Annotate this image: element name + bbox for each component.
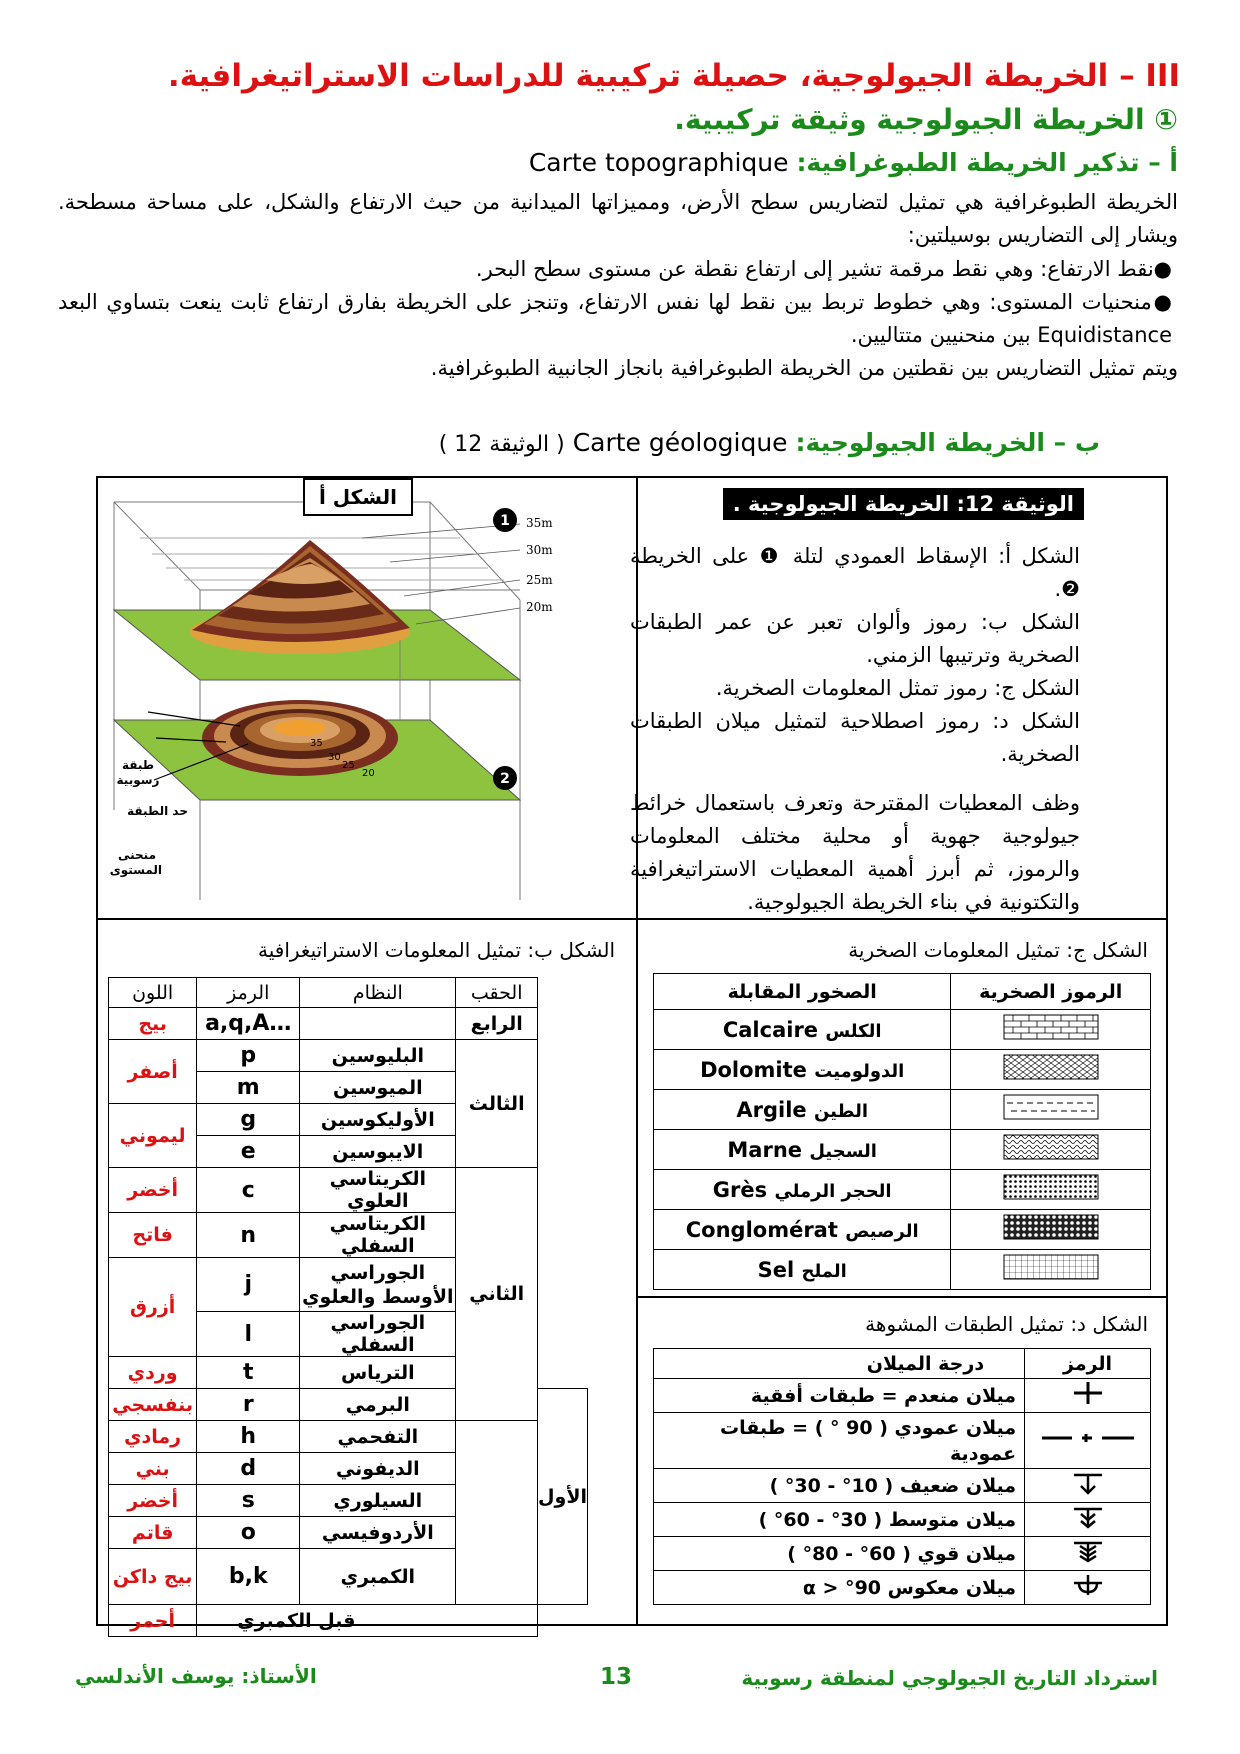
cell-dip-text: ميلان قوي ( 60° - 80° ) bbox=[654, 1537, 1025, 1571]
cell-system: الأوليكوسين bbox=[300, 1104, 456, 1136]
strat-table bbox=[108, 977, 588, 1637]
svg-text:2: 2 bbox=[500, 771, 510, 787]
label-sedimentary-layer: طبقة رسوبية bbox=[116, 758, 160, 787]
cell-system: الديفوني bbox=[300, 1453, 456, 1485]
weak-dip-icon bbox=[1068, 1469, 1108, 1497]
medium-dip-icon bbox=[1068, 1503, 1108, 1531]
strong-dip-icon bbox=[1068, 1537, 1108, 1565]
cell-symbol: o bbox=[197, 1517, 300, 1549]
section-b-doc-ref: ( الوثيقة 12 ) bbox=[438, 432, 565, 457]
cell-color: أحمر bbox=[109, 1605, 197, 1637]
table-row bbox=[109, 1605, 588, 1637]
pattern-salt-icon bbox=[1003, 1254, 1099, 1280]
cell-color: بيج bbox=[109, 1008, 197, 1040]
height-label: 25m bbox=[526, 573, 553, 587]
header-symbols: الرموز الصخرية bbox=[951, 974, 1151, 1010]
cell-era: الأول bbox=[538, 1389, 588, 1605]
strat-table-caption: الشكل ب: تمثيل المعلومات الاستراتيغرافية bbox=[258, 938, 615, 962]
rock-fr: Grès bbox=[712, 1177, 768, 1202]
section-b-heading bbox=[439, 428, 1100, 457]
cell-rock-name bbox=[654, 1130, 951, 1170]
cell-rock-name bbox=[654, 1010, 951, 1050]
rock-ar: الكلس bbox=[825, 1020, 882, 1042]
cell-symbol: e bbox=[197, 1136, 300, 1168]
header-dip: درجة الميلان bbox=[654, 1349, 1025, 1379]
table-row bbox=[654, 1537, 1151, 1571]
cell-color: وردي bbox=[109, 1357, 197, 1389]
frame-right-divider bbox=[636, 1296, 1166, 1298]
rock-table-caption: الشكل ج: تمثيل المعلومات الصخرية bbox=[848, 938, 1148, 962]
table-row bbox=[654, 1010, 1151, 1050]
cell-rock-symbol bbox=[951, 1250, 1151, 1290]
cell-color: قاتم bbox=[109, 1517, 197, 1549]
cell-system: الكريتاسي السفلي bbox=[300, 1213, 456, 1258]
cell-symbol: j bbox=[197, 1258, 300, 1312]
cell-system: التفحمي bbox=[300, 1421, 456, 1453]
cell-dip-text: ميلان منعدم = طبقات أفقية bbox=[654, 1379, 1025, 1413]
rock-ar: الدولوميت bbox=[814, 1060, 905, 1082]
sub-title: ① الخريطة الجيولوجية وثيقة تركيبية. bbox=[674, 103, 1178, 136]
pattern-dolomite-icon bbox=[1003, 1054, 1099, 1080]
table-row bbox=[109, 1549, 588, 1605]
header-dip-symbol: الرمز bbox=[1025, 1349, 1151, 1379]
table-row bbox=[109, 1008, 588, 1040]
pattern-conglomerate-icon bbox=[1003, 1214, 1099, 1240]
header-rocks: الصخور المقابلة bbox=[654, 974, 951, 1010]
table-row bbox=[109, 1168, 588, 1213]
cell-system: الجوراسي السفلي bbox=[300, 1312, 456, 1357]
fig-b-description: الشكل ب: رموز وألوان تعبر عن عمر الطبقات الصخرية وترتيبها الزمني. bbox=[630, 610, 1080, 667]
cell-rock-name bbox=[654, 1210, 951, 1250]
cell-system: الأردوفيسي bbox=[300, 1517, 456, 1549]
cell-system: الترياس bbox=[300, 1357, 456, 1389]
cell-color: أصفر bbox=[109, 1040, 197, 1104]
cell-rock-name bbox=[654, 1090, 951, 1130]
table-row bbox=[109, 1485, 588, 1517]
cell-color: أخضر bbox=[109, 1485, 197, 1517]
rock-ar: الحجر الرملي bbox=[774, 1180, 892, 1202]
contour-label: 20 bbox=[362, 768, 375, 779]
cell-symbol: n bbox=[197, 1213, 300, 1258]
cell-symbol: a,q,A… bbox=[197, 1008, 300, 1040]
rock-fr: Marne bbox=[727, 1137, 803, 1162]
section-a-heading-fr: Carte topographique bbox=[528, 148, 789, 177]
rock-fr: Conglomérat bbox=[685, 1217, 838, 1242]
page-number: 13 bbox=[600, 1664, 633, 1690]
table-row bbox=[109, 1453, 588, 1485]
contour-label: 25 bbox=[342, 760, 355, 771]
section-a-heading-ar: أ – تذكير الخريطة الطبوغرافية: bbox=[796, 148, 1178, 177]
table-row bbox=[654, 1503, 1151, 1537]
vertical-layer-icon bbox=[1038, 1424, 1138, 1452]
table-row bbox=[654, 1090, 1151, 1130]
section-b-heading-ar: ب – الخريطة الجيولوجية: bbox=[795, 428, 1100, 457]
cell-symbol: b,k bbox=[197, 1549, 300, 1605]
pattern-clay-icon bbox=[1003, 1094, 1099, 1120]
cell-rock-symbol bbox=[951, 1170, 1151, 1210]
pattern-limestone-icon bbox=[1003, 1014, 1099, 1040]
cell-dip-symbol bbox=[1025, 1537, 1151, 1571]
contour-label: 35 bbox=[310, 738, 323, 749]
section-b-heading-fr: Carte géologique bbox=[572, 428, 788, 457]
cell-era: الثالث bbox=[456, 1040, 538, 1168]
cell-symbol: m bbox=[197, 1072, 300, 1104]
fig-d-description: الشكل د: رموز اصطلاحية لتمثيل ميلان الطبقات الصخرية. bbox=[630, 709, 1080, 766]
table-row bbox=[109, 1421, 588, 1453]
fig-c-description: الشكل ج: رموز تمثل المعلومات الصخرية. bbox=[715, 676, 1080, 700]
height-label: 30m bbox=[526, 543, 553, 557]
cell-system: الجوراسي الأوسط والعلوي bbox=[300, 1258, 456, 1312]
horizontal-layer-icon bbox=[1068, 1379, 1108, 1407]
header-era: الحقب bbox=[456, 978, 538, 1008]
pattern-sandstone-icon bbox=[1003, 1174, 1099, 1200]
cell-system: البليوسين bbox=[300, 1040, 456, 1072]
cell-symbol: g bbox=[197, 1104, 300, 1136]
cell-symbol: h bbox=[197, 1421, 300, 1453]
cell-color: رمادي bbox=[109, 1421, 197, 1453]
rock-fr: Calcaire bbox=[722, 1017, 819, 1042]
height-label: 20m bbox=[526, 600, 553, 614]
contour-label: 30 bbox=[328, 752, 341, 763]
cell-rock-name bbox=[654, 1250, 951, 1290]
table-row bbox=[654, 1571, 1151, 1605]
cell-system: الميوسين bbox=[300, 1072, 456, 1104]
cell-color: بنفسجي bbox=[109, 1389, 197, 1421]
cell-rock-symbol bbox=[951, 1130, 1151, 1170]
cell-system: الكريتاسي العلوي bbox=[300, 1168, 456, 1213]
rock-ar: الملح bbox=[801, 1260, 847, 1282]
cell-era: الرابع bbox=[456, 1008, 538, 1040]
table-row bbox=[109, 1040, 588, 1072]
fig-a-description: الشكل أ: الإسقاط العمودي لتلة ❶ على الخريطة ❷. bbox=[630, 544, 1080, 601]
svg-text:1: 1 bbox=[500, 513, 510, 529]
table-row bbox=[654, 1210, 1151, 1250]
label-layer-boundary: حد الطبقة bbox=[127, 804, 188, 818]
cell-rock-name bbox=[654, 1050, 951, 1090]
cell-rock-symbol bbox=[951, 1050, 1151, 1090]
footer-author: الأستاذ: يوسف الأندلسي bbox=[75, 1664, 317, 1688]
cell-dip-symbol bbox=[1025, 1379, 1151, 1413]
rock-ar: الرصيص bbox=[845, 1220, 919, 1242]
cell-rock-symbol bbox=[951, 1210, 1151, 1250]
table-header-row bbox=[654, 1349, 1151, 1379]
cell-system: الايبوسين bbox=[300, 1136, 456, 1168]
document-body bbox=[630, 540, 1080, 919]
cell-system bbox=[300, 1008, 456, 1040]
cell-dip-text: ميلان عمودي ( 90 ° ) = طبقات عمودية bbox=[654, 1413, 1025, 1469]
cell-system: السيلوري bbox=[300, 1485, 456, 1517]
dip-table bbox=[653, 1348, 1151, 1605]
figure-a-label: الشكل أ bbox=[303, 478, 413, 516]
cell-symbol: t bbox=[197, 1357, 300, 1389]
figure-a-illustration bbox=[100, 480, 630, 910]
cell-dip-symbol bbox=[1025, 1469, 1151, 1503]
table-row bbox=[109, 1517, 588, 1549]
rock-fr: Dolomite bbox=[700, 1057, 807, 1082]
header-system: النظام bbox=[300, 978, 456, 1008]
cell-system: الكمبري bbox=[300, 1549, 456, 1605]
cell-color: ليموني bbox=[109, 1104, 197, 1168]
table-row bbox=[654, 1130, 1151, 1170]
cell-color: أخضر bbox=[109, 1168, 197, 1213]
dip-table-caption: الشكل د: تمثيل الطبقات المشوهة bbox=[865, 1312, 1148, 1336]
cell-system: البرمي bbox=[300, 1389, 456, 1421]
pattern-marl-icon bbox=[1003, 1134, 1099, 1160]
cell-rock-symbol bbox=[951, 1090, 1151, 1130]
table-row bbox=[654, 1050, 1151, 1090]
label-contour-line: منحنى المستوى bbox=[109, 848, 162, 877]
table-row bbox=[654, 1379, 1151, 1413]
rock-fr: Sel bbox=[757, 1257, 795, 1282]
cell-color: بني bbox=[109, 1453, 197, 1485]
rock-ar: الطين bbox=[813, 1100, 868, 1122]
table-row bbox=[654, 1170, 1151, 1210]
cell-symbol: s bbox=[197, 1485, 300, 1517]
cell-color: أزرق bbox=[109, 1258, 197, 1357]
bullet-elevation-points: ●نقط الارتفاع: وهي نقط مرقمة تشير إلى ارتفاع نقطة عن مستوى سطح البحر. bbox=[475, 257, 1172, 281]
cell-dip-text: ميلان ضعيف ( 10° - 30° ) bbox=[654, 1469, 1025, 1503]
cell-symbol: d bbox=[197, 1453, 300, 1485]
section-a-paragraph: الخريطة الطبوغرافية هي تمثيل لتضاريس سطح الأرض، ومميزاتها الميدانية من حيث الارتفاع والشكل، على مساحة مسطحة. ويشار إلى التضاريس بوسيلتين: bbox=[58, 190, 1178, 247]
cell-dip-text: ميلان معكوس 90° < α bbox=[654, 1571, 1025, 1605]
cell-dip-text: ميلان متوسط ( 30° - 60° ) bbox=[654, 1503, 1025, 1537]
footer-title: استرداد التاريخ الجيولوجي لمنطقة رسوبية bbox=[741, 1666, 1158, 1690]
cell-dip-symbol bbox=[1025, 1503, 1151, 1537]
cell-system: قبل الكمبري bbox=[197, 1605, 538, 1637]
cell-era: الثاني bbox=[456, 1168, 538, 1421]
section-a-heading bbox=[529, 148, 1178, 177]
rock-table bbox=[653, 973, 1151, 1290]
cell-rock-name bbox=[654, 1170, 951, 1210]
header-symbol: الرمز bbox=[197, 978, 300, 1008]
table-header-row bbox=[109, 978, 588, 1008]
cell-dip-symbol bbox=[1025, 1571, 1151, 1605]
table-header-row bbox=[654, 974, 1151, 1010]
header-color: اللون bbox=[109, 978, 197, 1008]
cell-symbol: p bbox=[197, 1040, 300, 1072]
table-row bbox=[654, 1413, 1151, 1469]
bullet-contour-lines: ●منحنيات المستوى: وهي خطوط تربط بين نقط لها نفس الارتفاع، وتنجز على الخريطة بفارق ارتفاع ثابت ينعت بتساوي البعد Equidistance بين منحنيين متتاليين. bbox=[58, 290, 1172, 347]
rock-ar: السجيل bbox=[809, 1140, 877, 1162]
cell-rock-symbol bbox=[951, 1010, 1151, 1050]
inverted-dip-icon bbox=[1068, 1571, 1108, 1599]
rock-fr: Argile bbox=[736, 1097, 807, 1122]
task-instructions: وظف المعطيات المقترحة وتعرف باستعمال خرائط جيولوجية جهوية أو محلية مختلف المعلومات والرموز، ثم أبرز أهمية المعطيات الاستراتيغرافية والتكتونية في بناء الخريطة الجيولوجية. bbox=[630, 791, 1080, 914]
cell-symbol: c bbox=[197, 1168, 300, 1213]
cell-symbol: l bbox=[197, 1312, 300, 1357]
main-title: III – الخريطة الجيولوجية، حصيلة تركيبية للدراسات الاستراتيغرافية. bbox=[167, 58, 1180, 94]
table-row bbox=[654, 1469, 1151, 1503]
height-label: 35m bbox=[526, 516, 553, 530]
cell-dip-symbol bbox=[1025, 1413, 1151, 1469]
section-a-conclusion: ويتم تمثيل التضاريس بين نقطتين من الخريطة الطبوغرافية بانجاز الجانبية الطبوغرافية. bbox=[430, 356, 1178, 380]
cell-color: بيج داكن bbox=[109, 1549, 197, 1605]
cell-color: فاتح bbox=[109, 1213, 197, 1258]
document-title: الوثيقة 12: الخريطة الجيولوجية . bbox=[723, 488, 1084, 520]
cell-symbol: r bbox=[197, 1389, 300, 1421]
table-row bbox=[654, 1250, 1151, 1290]
